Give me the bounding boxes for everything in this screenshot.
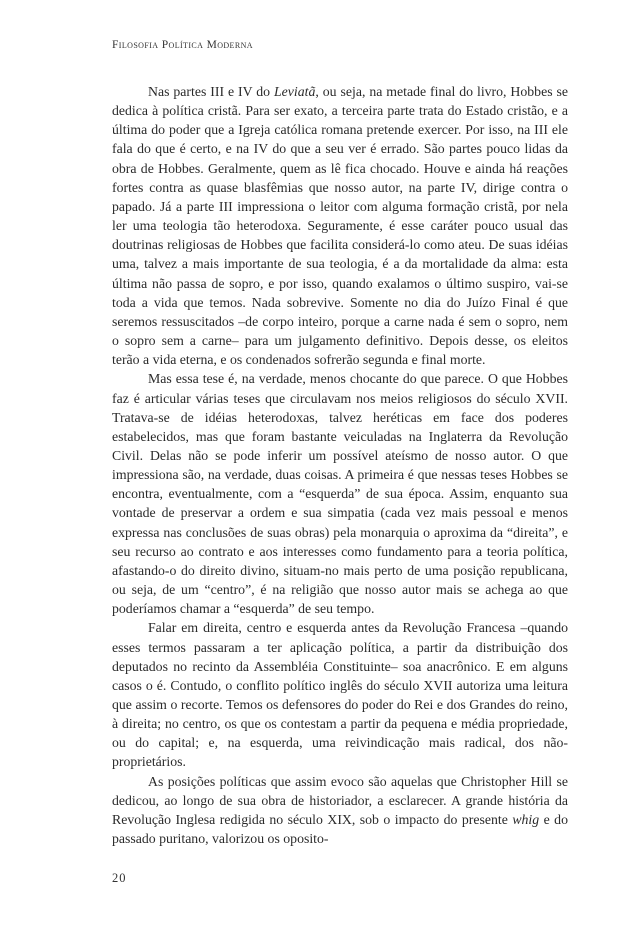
paragraph: Mas essa tese é, na verdade, menos chocante do que parece. O que Hobbes faz é articular várias teses que circulavam nos meios religiosos do século XVII. Tratava-se de idéias heterodoxas, talvez heréticas em face dos poderes estabelecidos, mas que foram bastante veiculadas na Inglaterra da Revolução Civil. Delas não se pode inferir um possível ateísmo de nosso autor. O que impressiona são, na verdade, duas coisas. A primeira é que nessas teses Hobbes se encontra, eventualmente, com a “esquerda” de sua época. Assim, enquanto sua vontade de preservar a ordem e sua simpatia (cada vez mais pessoal e menos expressa nas conclusões de suas obras) pela monarquia o aproxima da “direita”, e seu recurso ao contrato e aos interesses como fundamento para a teoria política, afastando-o do direito divino, situam-no mais perto de uma posição republicana, ou seja, de um “centro”, é na religião que nosso autor mais se achega ao que poderíamos chamar a “esquerda” de seu tempo. (112, 371, 568, 617)
paragraph-text: , ou seja, na metade final do livro, Hobbes se dedica à política cristã. Para ser exato, a terceira parte trata do Estado cristão, e a última do poder que a Igreja católica romana pretende exercer. Por isso, na III ele fala do que é certo, e na IV do que a seu ver é errado. São partes pouco lidas da obra de Hobbes. Geralmente, quem as lê fica chocado. Houve e ainda há reações fortes contra as quase blasfêmias que nosso autor, na parte IV, dirige contra o papado. Já a parte III impressiona o leitor com alguma formação cristã, por nela ler uma teologia tão heterodoxa. Seguramente, é esse caráter pouco usual das doutrinas religiosas de Hobbes que facilita considerá-lo como ateu. De suas idéias uma, talvez a mais importante de sua teologia, é a da mortalidade da alma: esta última não passa de sopro, e por isso, quando exalamos o último suspiro, vai-se toda a vida que temos. Nada sobrevive. Somente no dia do Juízo Final é que seremos ressuscitados –de corpo inteiro, porque a carne nada é sem o sopro, nem o sopro sem a carne– para um julgamento definitivo. Depois desse, os eleitos terão a vida eterna, e os condenados sofrerão segunda e final morte. (112, 84, 568, 368)
book-title: Leviatã (274, 84, 316, 99)
paragraph-text: Nas partes III e IV do (148, 84, 274, 99)
page-number: 20 (112, 871, 127, 885)
emphasized-term: whig (512, 811, 540, 827)
paragraph: Falar em direita, centro e esquerda antes da Revolução Francesa –quando esses termos passaram a ter aplicação política, a partir da distribuição dos deputados no recinto da Assembléia Constituinte– soa anacrônico. E em alguns casos o é. Contudo, o conflito político inglês do século XVII autoriza uma leitura que assim o recorte. Temos os defensores do poder do Rei e dos Grandes do reino, à direita; no centro, os que os contestam a partir da pequena e média propriedade, ou do capital; e, na esquerda, uma reivindicação mais radical, dos não-proprietários. (112, 620, 568, 770)
body-text (112, 82, 568, 848)
paragraph-text: As posições políticas que assim evoco são aquelas que Christopher Hill se dedicou, ao longo de sua obra de historiador, a esclarecer. A grande história da Revolução Inglesa redigida no século XIX, sob o impacto do presente (112, 773, 568, 827)
paragraph-text: e do passado puritano, valorizou os oposito- (112, 811, 568, 847)
paragraph (112, 82, 568, 369)
paragraph (112, 772, 568, 849)
running-header: Filosofia Política Moderna (112, 39, 253, 51)
